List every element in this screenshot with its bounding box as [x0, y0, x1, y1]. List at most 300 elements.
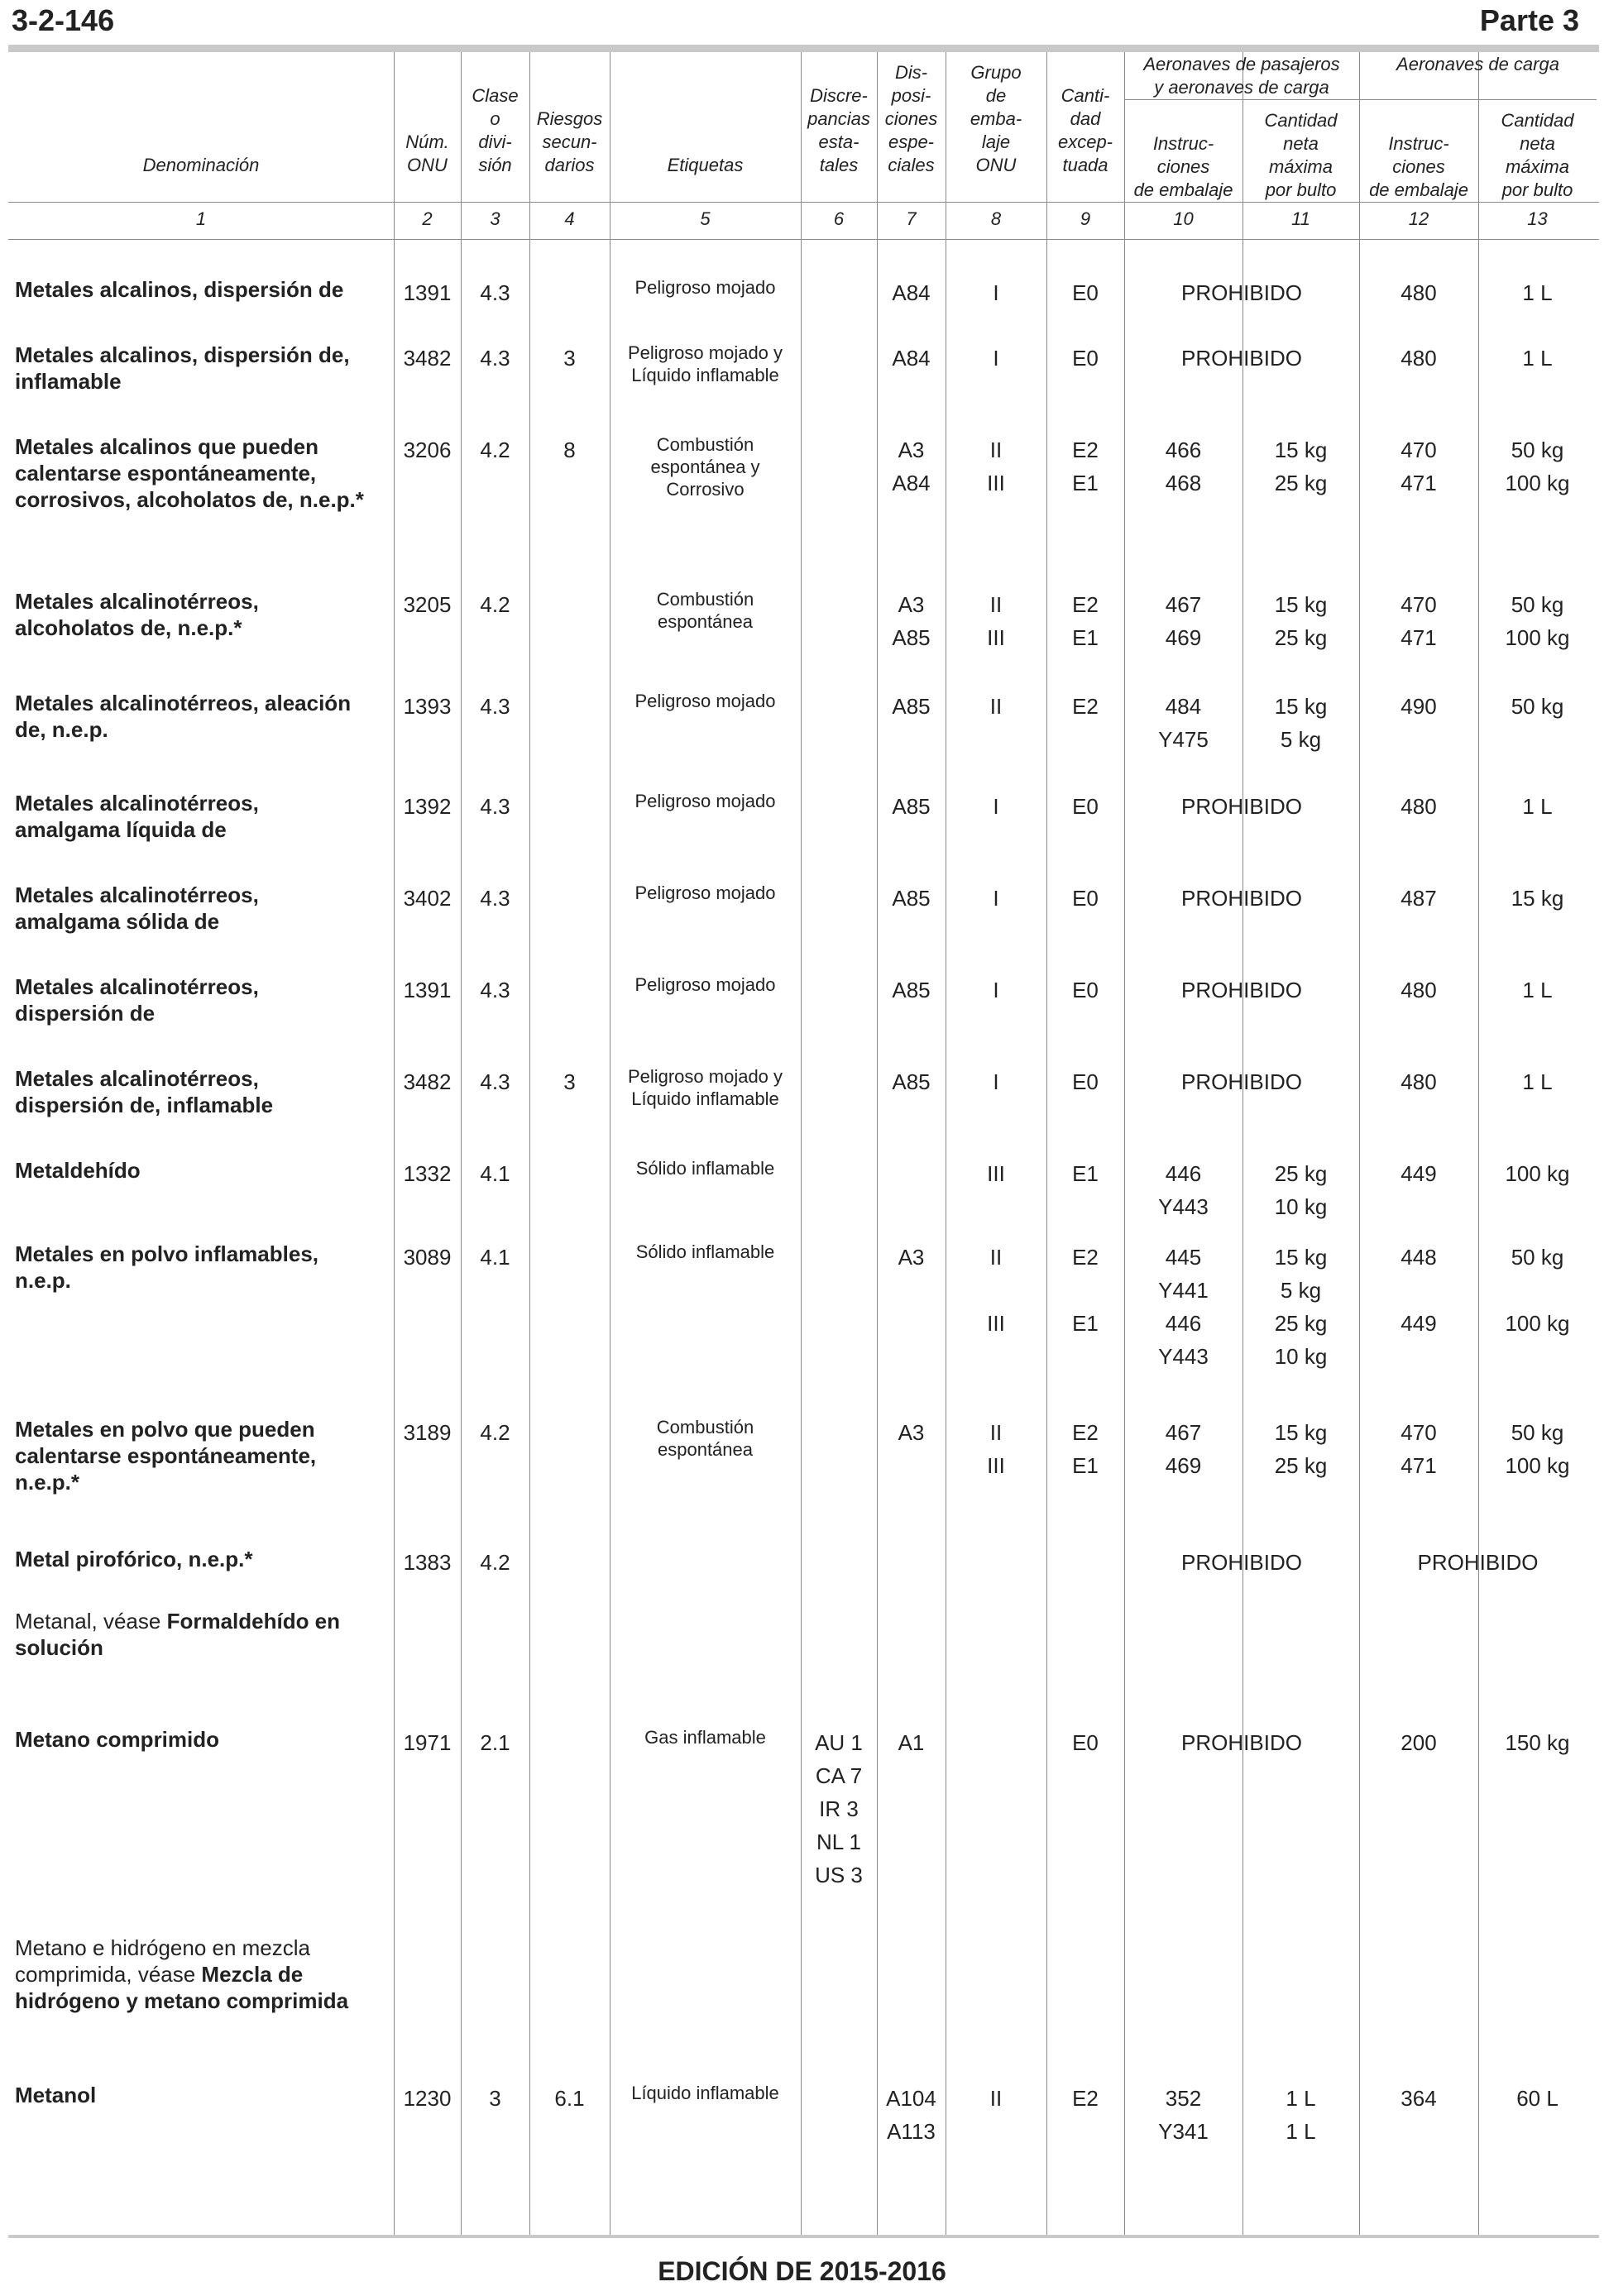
name-line	[15, 1546, 383, 1572]
excepted-quantity	[1046, 973, 1124, 1007]
packing-group-line: II	[989, 438, 1003, 462]
excepted-quantity	[1046, 1157, 1124, 1190]
un-number: 1391	[403, 978, 452, 1002]
class-division: 4.3	[480, 346, 510, 371]
quantity-line: 25 kg	[1274, 471, 1328, 495]
instruction-line: 471	[1401, 1453, 1437, 1478]
name-line	[15, 1157, 383, 1184]
header-line: Núm.	[405, 132, 449, 152]
name-segment: Metanol	[15, 2083, 97, 2107]
instruction-line: 352	[1165, 2086, 1202, 2111]
header-line: ONU	[407, 155, 448, 175]
un-number: 3189	[403, 1420, 452, 1445]
instruction-line: 449	[1401, 1311, 1437, 1336]
class-division: 4.1	[480, 1245, 510, 1270]
name-line	[15, 588, 383, 615]
quantity-line: 50 kg	[1511, 1420, 1564, 1445]
cargo-instruction	[1359, 2082, 1478, 2115]
excepted-line: E0	[1072, 886, 1099, 911]
label-line: Corrosivo	[666, 479, 745, 500]
provision-line: A85	[892, 886, 931, 911]
hazard-labels	[610, 1157, 801, 1179]
header-cargo-cantidad	[1478, 109, 1597, 202]
packing-group	[946, 690, 1046, 723]
cargo-instruction	[1359, 342, 1478, 375]
class-division: 4.2	[480, 592, 510, 617]
quantity-line: 25 kg	[1274, 1453, 1328, 1478]
label-line: Combustión	[656, 1417, 754, 1437]
provision-line: A3	[898, 438, 925, 462]
quantity-line	[1478, 1340, 1597, 1373]
un-number: 1383	[403, 1550, 452, 1575]
table-row	[0, 1241, 1604, 1416]
name-line	[15, 460, 383, 486]
quantity-line: 50 kg	[1511, 1245, 1564, 1270]
provision-line: A113	[887, 2119, 936, 2144]
excepted-quantity	[1046, 2082, 1124, 2115]
excepted-quantity	[1046, 690, 1124, 723]
instruction-line: 470	[1401, 1420, 1437, 1445]
column-number: 13	[1527, 208, 1548, 229]
packing-group-line: II	[989, 1245, 1003, 1270]
name-line	[15, 1987, 383, 2014]
name-segment: amalgama líquida de	[15, 817, 227, 842]
un-number: 1230	[403, 2086, 452, 2111]
name-segment: Metales alcalinotérreos,	[15, 589, 259, 614]
substance-name	[15, 1065, 383, 1118]
header-line: Clase	[472, 85, 519, 106]
table-row	[0, 973, 1604, 1065]
name-segment: dispersión de, inflamable	[15, 1093, 274, 1117]
packing-group	[946, 973, 1046, 1007]
provision-line: A1	[898, 1730, 925, 1755]
instruction-line: 467	[1165, 1420, 1202, 1445]
name-segment: Metales en polvo que pueden	[15, 1417, 315, 1442]
header-riesgos	[529, 108, 610, 177]
excepted-line: E2	[1072, 1245, 1099, 1270]
table-row	[0, 1416, 1604, 1546]
name-segment: Metano comprimido	[15, 1727, 220, 1752]
header-line: Aeronaves de pasajeros	[1143, 54, 1340, 74]
header-pax-cantidad	[1243, 109, 1359, 202]
excepted-line: E2	[1072, 592, 1099, 617]
class-division: 4.1	[480, 1161, 510, 1186]
substance-name	[15, 790, 383, 843]
quantity-line: 100 kg	[1505, 471, 1570, 495]
header-line: emba-	[970, 108, 1022, 129]
provision-line: A3	[898, 1420, 925, 1445]
cargo-net-qty	[1478, 1157, 1597, 1190]
excepted-line: E1	[1072, 1161, 1099, 1186]
label-line: espontánea	[658, 611, 753, 632]
packing-group	[946, 342, 1046, 375]
class-division: 4.3	[480, 1069, 510, 1094]
header-line: darios	[544, 155, 595, 175]
special-provisions	[877, 973, 946, 1007]
quantity-line: 15 kg	[1274, 438, 1328, 462]
packing-group	[946, 1241, 1046, 1373]
name-segment: Metales en polvo inflamables,	[15, 1241, 318, 1266]
header-line: ONU	[975, 155, 1017, 175]
state-variations	[801, 1726, 877, 1892]
header-rule	[8, 202, 1599, 203]
label-line: Peligroso mojado	[634, 277, 776, 298]
name-segment: solución	[15, 1635, 103, 1660]
passenger-prohibited: PROHIBIDO	[1181, 978, 1302, 1002]
label-line: Sólido inflamable	[635, 1158, 775, 1179]
header-line: ciones	[1392, 156, 1445, 177]
special-provisions	[877, 588, 946, 654]
name-segment: Metales alcalinotérreos,	[15, 974, 259, 999]
quantity-line: 50 kg	[1511, 438, 1564, 462]
cargo-net-qty	[1478, 690, 1597, 723]
excepted-line: E2	[1072, 438, 1099, 462]
name-segment: Metales alcalinotérreos, aleación	[15, 691, 352, 715]
packing-group-line: III	[987, 1161, 1005, 1186]
name-line	[15, 1935, 383, 1961]
name-segment: hidrógeno y metano comprimida	[15, 1988, 349, 2013]
special-provisions	[877, 2082, 946, 2148]
substance-name	[15, 342, 383, 395]
passenger-prohibited: PROHIBIDO	[1181, 886, 1302, 911]
name-line	[15, 690, 383, 716]
excepted-quantity	[1046, 433, 1124, 500]
header-line: de embalaje	[1369, 179, 1468, 200]
header-line: Aeronaves de carga	[1396, 54, 1559, 74]
substance-name	[15, 1608, 383, 1661]
instruction-line	[1359, 1340, 1478, 1373]
packing-group-line: I	[993, 280, 999, 305]
header-line: tuada	[1062, 155, 1108, 175]
packing-group-line: II	[989, 592, 1003, 617]
class-division: 2.1	[480, 1730, 510, 1755]
cargo-instruction	[1359, 790, 1478, 823]
class-division: 4.2	[480, 1420, 510, 1445]
passenger-net-qty	[1243, 690, 1359, 756]
name-segment: Metaldehído	[15, 1158, 141, 1183]
cargo-instruction	[1359, 1157, 1478, 1190]
cargo-instruction	[1359, 690, 1478, 723]
instruction-line: 480	[1401, 978, 1437, 1002]
substance-name	[15, 1935, 383, 2014]
packing-group	[946, 1065, 1046, 1098]
cargo-instruction	[1359, 1241, 1478, 1373]
packing-group	[946, 433, 1046, 500]
excepted-quantity	[1046, 342, 1124, 375]
quantity-line: 100 kg	[1505, 1161, 1570, 1186]
substance-name	[15, 882, 383, 935]
name-line	[15, 1961, 383, 1987]
passenger-net-qty	[1243, 588, 1359, 654]
header-clase	[461, 84, 529, 177]
header-line: Cantidad	[1501, 110, 1574, 131]
name-line	[15, 342, 383, 368]
class-division: 3	[489, 2086, 501, 2111]
header-cargo-instrucciones	[1359, 132, 1478, 202]
column-number: 7	[906, 208, 917, 229]
cargo-net-qty	[1478, 790, 1597, 823]
passenger-instruction	[1124, 2082, 1243, 2148]
quantity-line: 1 L	[1286, 2119, 1316, 2144]
name-line	[15, 276, 383, 303]
hazard-labels	[610, 276, 801, 299]
instruction-line: 446	[1165, 1161, 1202, 1186]
instruction-line: 480	[1401, 1069, 1437, 1094]
un-number: 1332	[403, 1161, 452, 1186]
header-line: Grupo	[970, 62, 1022, 83]
instruction-line: 487	[1401, 886, 1437, 911]
name-line	[15, 816, 383, 843]
hazard-labels	[610, 690, 801, 712]
header-line: máxima	[1505, 156, 1569, 177]
un-number: 3482	[403, 346, 452, 371]
hazard-labels	[610, 2082, 801, 2104]
column-number: 10	[1173, 208, 1194, 229]
class-division: 4.3	[480, 794, 510, 819]
un-number: 1971	[403, 1730, 452, 1755]
cargo-net-qty	[1478, 1416, 1597, 1482]
variation-line: AU 1	[815, 1730, 863, 1755]
special-provisions	[877, 882, 946, 915]
instruction-line: Y443	[1158, 1344, 1209, 1369]
name-segment: de, n.e.p.	[15, 717, 108, 742]
excepted-quantity	[1046, 1416, 1124, 1482]
passenger-prohibited: PROHIBIDO	[1181, 1730, 1302, 1755]
cargo-instruction	[1359, 1065, 1478, 1098]
table-row	[0, 276, 1604, 342]
passenger-instruction	[1124, 1241, 1243, 1373]
instruction-line: 364	[1401, 2086, 1437, 2111]
label-line: Peligroso mojado	[634, 691, 776, 711]
instruction-line: Y441	[1158, 1278, 1209, 1303]
excepted-line: E0	[1072, 978, 1099, 1002]
cargo-net-qty	[1478, 1065, 1597, 1098]
header-line: tales	[819, 155, 859, 175]
colnum-rule	[8, 239, 1599, 240]
provision-line: A84	[892, 280, 931, 305]
substance-name	[15, 2082, 383, 2108]
header-line: máxima	[1268, 156, 1333, 177]
name-segment: dispersión de	[15, 1001, 156, 1026]
instruction-line: 445	[1165, 1245, 1202, 1270]
cargo-net-qty	[1478, 342, 1597, 375]
column-number: 8	[990, 208, 1002, 229]
packing-group-line: II	[989, 2086, 1003, 2111]
class-division: 4.3	[480, 694, 510, 719]
substance-name	[15, 1241, 383, 1294]
un-number: 1393	[403, 694, 452, 719]
instruction-line: 470	[1401, 592, 1437, 617]
hazard-labels	[610, 1065, 801, 1110]
cargo-instruction	[1359, 1726, 1478, 1759]
substance-name	[15, 433, 383, 513]
quantity-line: 15 kg	[1511, 886, 1564, 911]
packing-group-line	[946, 1274, 1046, 1307]
provision-line: A3	[898, 1245, 925, 1270]
passenger-prohibited: PROHIBIDO	[1181, 794, 1302, 819]
instruction-line: 448	[1401, 1245, 1437, 1270]
quantity-line: 1 L	[1286, 2086, 1316, 2111]
hazard-labels	[610, 342, 801, 386]
name-segment: inflamable	[15, 369, 122, 394]
label-line: Peligroso mojado	[634, 974, 776, 995]
quantity-line: 15 kg	[1274, 592, 1328, 617]
name-line	[15, 1000, 383, 1026]
subsidiary-risk: 3	[563, 1069, 576, 1094]
quantity-line: 1 L	[1522, 794, 1553, 819]
cargo-net-qty	[1478, 2082, 1597, 2115]
hazard-labels	[610, 1416, 801, 1461]
label-line: Líquido inflamable	[631, 2083, 779, 2103]
cargo-instruction	[1359, 882, 1478, 915]
packing-group-line	[946, 1340, 1046, 1373]
name-segment: calentarse espontáneamente,	[15, 461, 317, 486]
packing-group	[946, 882, 1046, 915]
header-discrepancias	[801, 84, 877, 177]
name-segment: Formaldehído en	[166, 1609, 341, 1634]
name-segment: alcoholatos de, n.e.p.*	[15, 615, 242, 640]
excepted-line: E2	[1072, 1420, 1099, 1445]
table-row	[0, 1726, 1604, 1935]
passenger-instruction	[1124, 1157, 1243, 1223]
name-line	[15, 1469, 383, 1495]
header-line: por bulto	[1501, 179, 1573, 200]
instruction-line: 490	[1401, 694, 1437, 719]
quantity-line: 25 kg	[1274, 1311, 1328, 1336]
excepted-line: E1	[1072, 1311, 1099, 1336]
variation-line: US 3	[815, 1863, 863, 1887]
variation-line: IR 3	[819, 1796, 859, 1821]
special-provisions	[877, 276, 946, 309]
header-line: neta	[1283, 133, 1319, 154]
table-row	[0, 2082, 1604, 2206]
table-row	[0, 690, 1604, 790]
header-carga-group	[1359, 53, 1597, 76]
instruction-line: 469	[1165, 1453, 1202, 1478]
substance-name	[15, 1546, 383, 1572]
cargo-net-qty	[1478, 1241, 1597, 1373]
quantity-line: 15 kg	[1274, 694, 1328, 719]
name-line	[15, 1241, 383, 1267]
un-number: 3482	[403, 1069, 452, 1094]
name-line	[15, 1634, 383, 1661]
packing-group-line: I	[993, 978, 999, 1002]
quantity-line: 100 kg	[1505, 1453, 1570, 1478]
column-number: 4	[564, 208, 575, 229]
group-rule	[1124, 99, 1597, 100]
name-line	[15, 973, 383, 1000]
name-line	[15, 1267, 383, 1294]
quantity-line: 5 kg	[1280, 1278, 1322, 1303]
quantity-line: 1 L	[1522, 1069, 1553, 1094]
column-number: 3	[490, 208, 500, 229]
excepted-line: E0	[1072, 794, 1099, 819]
instruction-line: 471	[1401, 471, 1437, 495]
substance-name	[15, 276, 383, 303]
label-line: Líquido inflamable	[631, 365, 779, 385]
column-number: 12	[1408, 208, 1429, 229]
instruction-line: 467	[1165, 592, 1202, 617]
provision-line: A85	[892, 1069, 931, 1094]
packing-group	[946, 2082, 1046, 2115]
quantity-line: 1 L	[1522, 280, 1553, 305]
name-line	[15, 1442, 383, 1469]
excepted-quantity	[1046, 790, 1124, 823]
class-division: 4.2	[480, 438, 510, 462]
cargo-net-qty	[1478, 588, 1597, 654]
header-denominacion	[15, 154, 387, 177]
name-line	[15, 1726, 383, 1753]
class-division: 4.2	[480, 1550, 510, 1575]
variation-line: NL 1	[816, 1830, 861, 1854]
subsidiary-risk: 8	[563, 438, 576, 462]
name-segment: comprimida, véase	[15, 1962, 202, 1987]
excepted-quantity	[1046, 588, 1124, 654]
packing-group-line: I	[993, 346, 999, 371]
packing-group-line: I	[993, 886, 999, 911]
name-segment: Metal pirofórico, n.e.p.*	[15, 1547, 253, 1571]
name-line	[15, 2082, 383, 2108]
quantity-line: 50 kg	[1511, 592, 1564, 617]
passenger-instruction	[1124, 433, 1243, 500]
excepted-line: E1	[1072, 471, 1099, 495]
name-segment: amalgama sólida de	[15, 909, 220, 934]
packing-group-line: III	[987, 625, 1005, 650]
label-line: Gas inflamable	[644, 1727, 766, 1748]
packing-group	[946, 588, 1046, 654]
excepted-line: E1	[1072, 1453, 1099, 1478]
header-line: Denominación	[142, 155, 260, 175]
table-row	[0, 1608, 1604, 1726]
header-line: dad	[1070, 108, 1101, 129]
packing-group-line: III	[987, 471, 1005, 495]
label-line: Sólido inflamable	[635, 1241, 775, 1262]
passenger-instruction	[1124, 588, 1243, 654]
label-line: Peligroso mojado y	[627, 342, 783, 363]
quantity-line: 25 kg	[1274, 625, 1328, 650]
passenger-instruction	[1124, 690, 1243, 756]
name-line	[15, 882, 383, 908]
label-line: Peligroso mojado y	[627, 1066, 783, 1087]
cargo-net-qty	[1478, 1726, 1597, 1759]
substance-name	[15, 973, 383, 1026]
table-row	[0, 433, 1604, 588]
quantity-line: 25 kg	[1274, 1161, 1328, 1186]
quantity-line: 10 kg	[1274, 1344, 1328, 1369]
header-disposiciones	[877, 61, 946, 177]
label-line: Combustión	[656, 434, 754, 455]
quantity-line: 10 kg	[1274, 1194, 1328, 1219]
instruction-line: Y443	[1158, 1194, 1209, 1219]
instruction-line: 200	[1401, 1730, 1437, 1755]
footer-edition: EDICIÓN DE 2015-2016	[658, 2256, 946, 2286]
name-segment: corrosivos, alcoholatos de, n.e.p.*	[15, 487, 364, 512]
instruction-line: 446	[1165, 1311, 1202, 1336]
table-row	[0, 1935, 1604, 2082]
column-number: 2	[422, 208, 433, 229]
un-number: 3089	[403, 1245, 452, 1270]
quantity-line: 1 L	[1522, 978, 1553, 1002]
hazard-labels	[610, 973, 801, 996]
packing-group-line: I	[993, 794, 999, 819]
excepted-quantity	[1046, 882, 1124, 915]
excepted-line: E2	[1072, 694, 1099, 719]
header-line: o	[490, 108, 500, 129]
header-line: esta-	[818, 132, 859, 152]
header-etiquetas	[610, 154, 801, 177]
packing-group	[946, 276, 1046, 309]
class-division: 4.3	[480, 978, 510, 1002]
